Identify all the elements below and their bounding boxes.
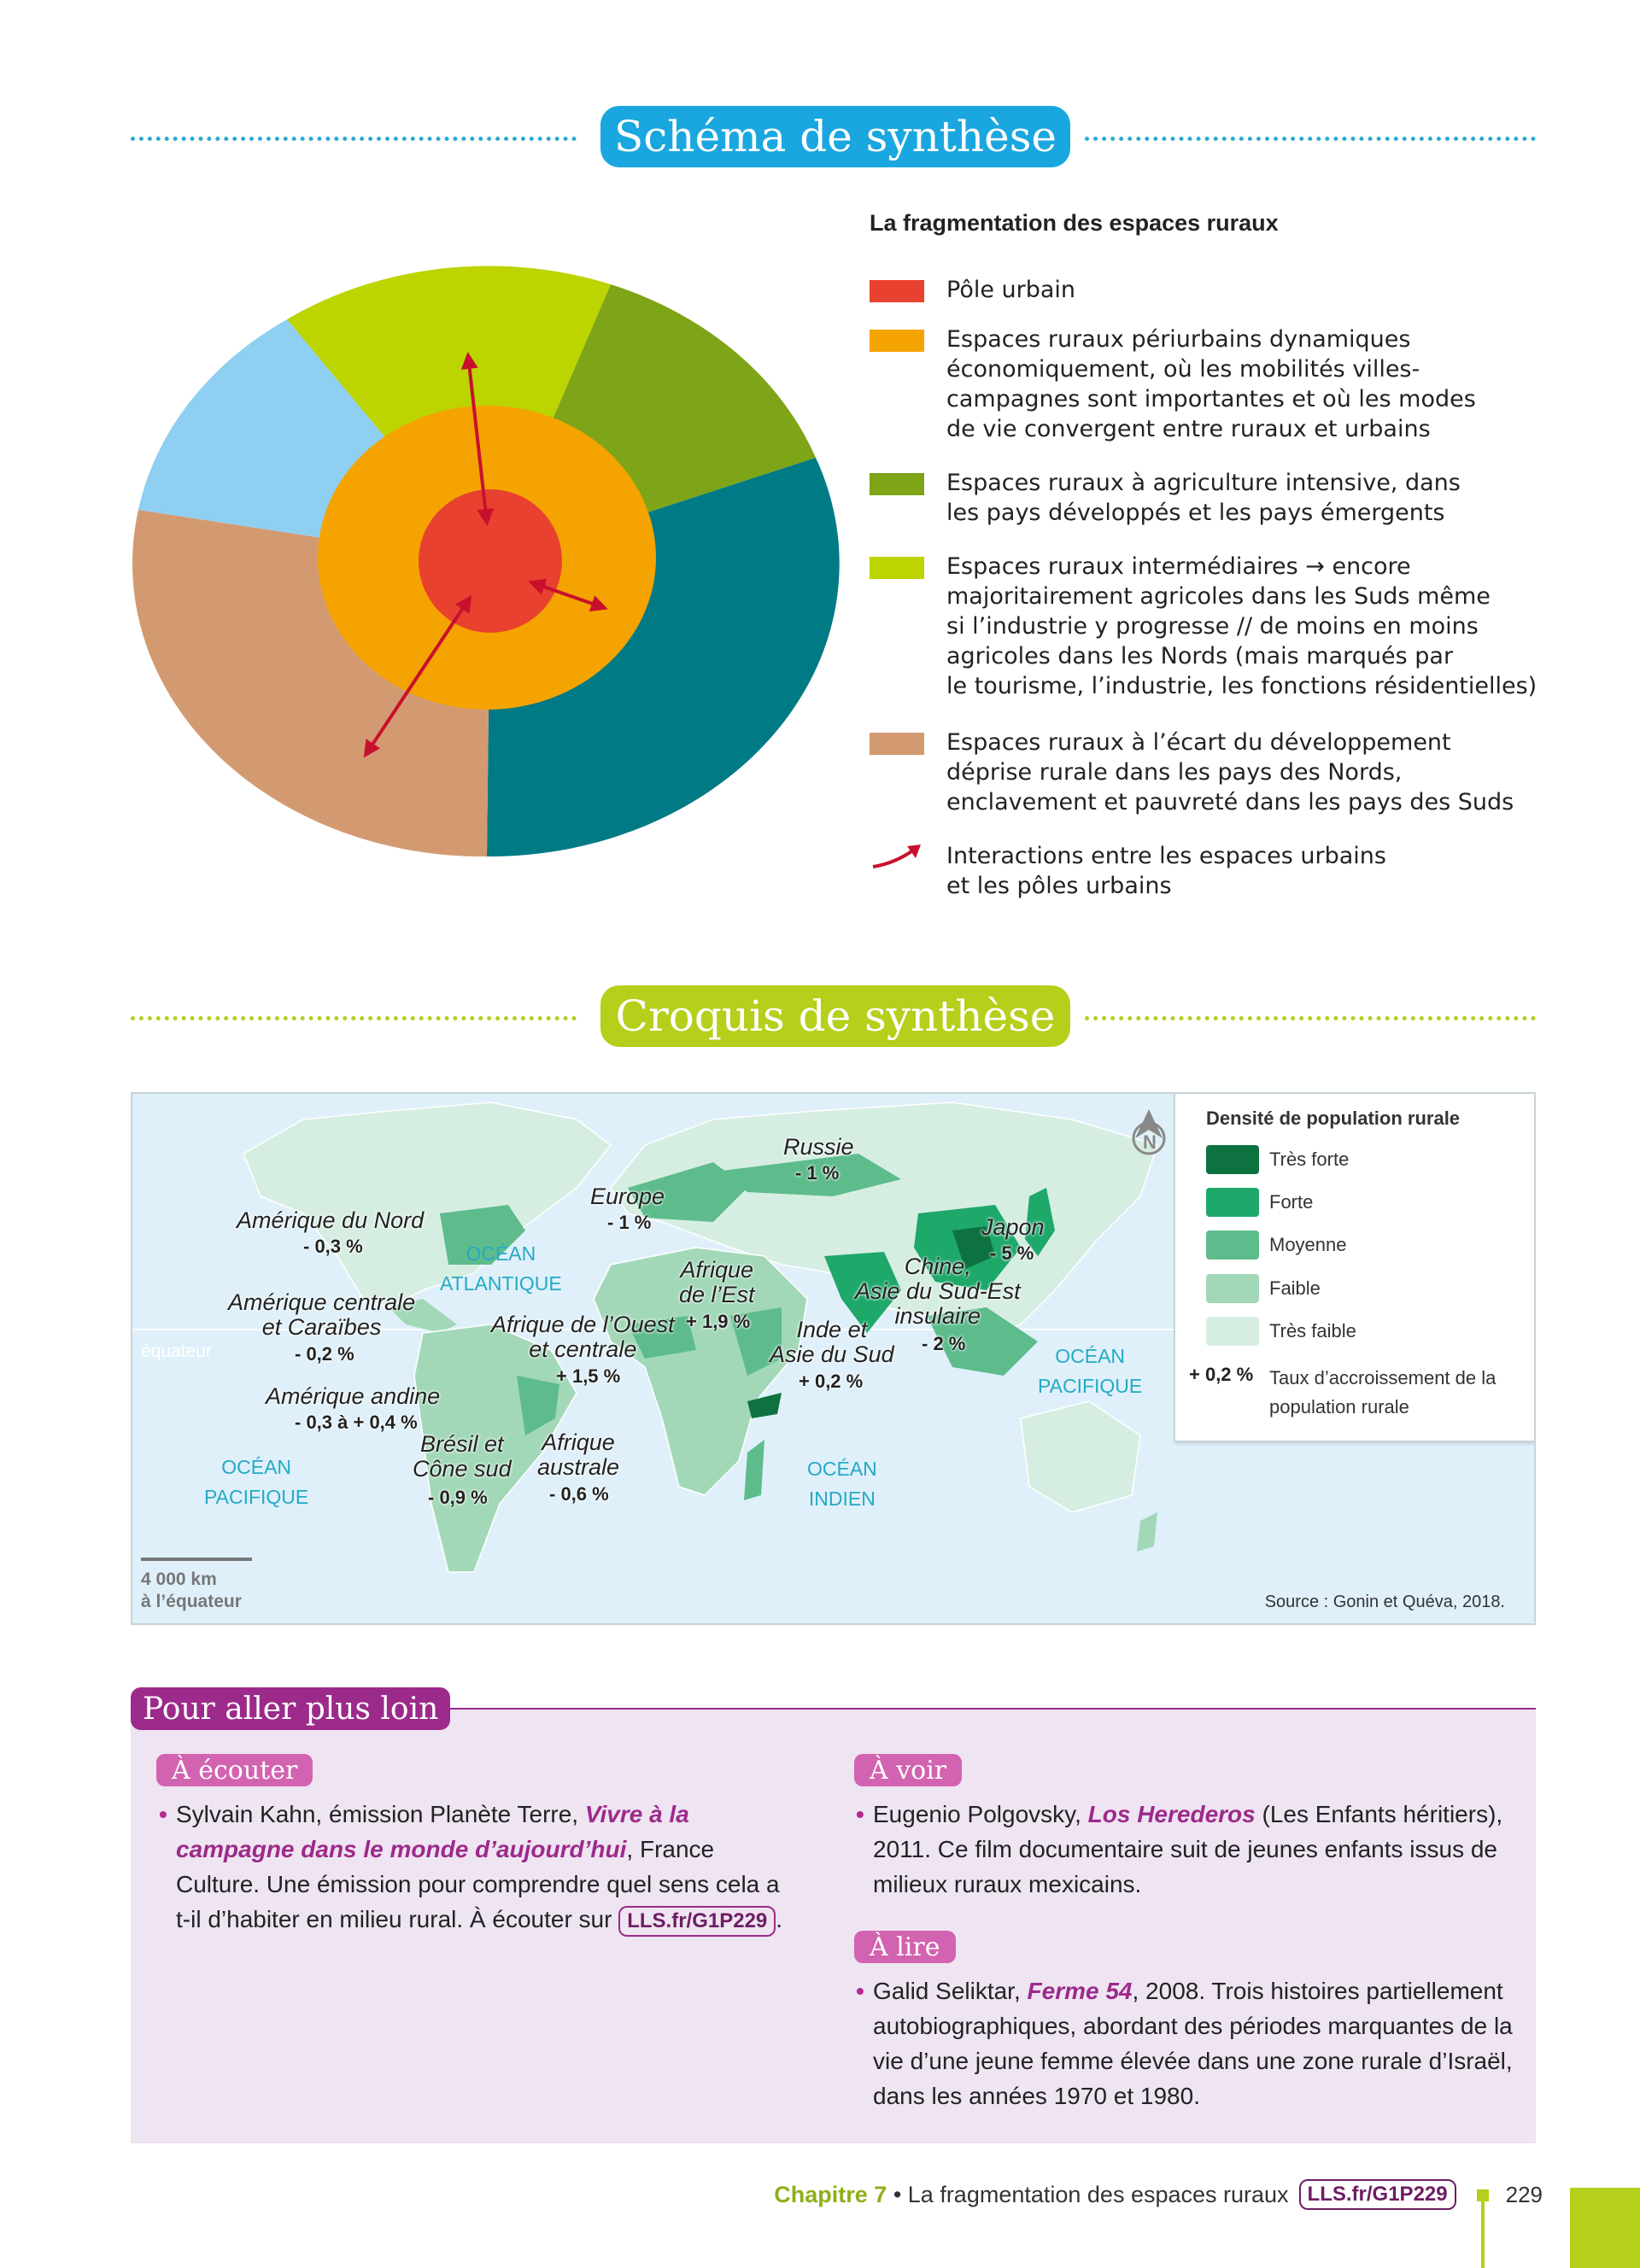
legend-swatch [1206, 1145, 1259, 1174]
schema-title: Schéma de synthèse [600, 106, 1070, 167]
ocean-pacific-west: OCÉAN PACIFIQUE [204, 1456, 309, 1508]
footer-separator: • [887, 2181, 908, 2207]
region-brazil: Brésil et Cône sud [413, 1431, 512, 1482]
croquis-title: Croquis de synthèse [600, 985, 1070, 1047]
equator-label: équateur [141, 1342, 212, 1361]
legend-label: Pôle urbain [946, 277, 1076, 303]
region-europe: Europe [590, 1184, 665, 1209]
section-divider-right [1085, 1016, 1536, 1020]
watch-author: Eugenio Polgovsky, [873, 1801, 1088, 1827]
compass-label: N [1143, 1131, 1157, 1153]
legend-item-interactions [870, 841, 1544, 901]
scale-label: 4 000 km à l’équateur [141, 1569, 242, 1611]
legend-label: Très faible [1269, 1320, 1356, 1342]
density-very-high [1206, 1145, 1349, 1174]
footer-marker [1477, 2189, 1489, 2201]
region-north-america: Amérique du Nord [237, 1207, 425, 1233]
region-andean-america: Amérique andine [266, 1383, 441, 1409]
landmass-madagascar [744, 1440, 764, 1500]
rate-legend-label: Taux d’accroissement de la population rurale [1269, 1367, 1496, 1418]
legend-swatch [870, 473, 924, 495]
region-south-asia: Inde et Asie du Sud [770, 1317, 894, 1367]
map-source: Source : Gonin et Quéva, 2018. [1264, 1593, 1505, 1611]
legend-swatch [1206, 1317, 1259, 1346]
legend-label: Moyenne [1269, 1234, 1347, 1255]
legend-label: Espaces ruraux à agriculture intensive, dans les pays développés et les pays émergents [946, 470, 1461, 526]
section-divider-left [131, 1016, 577, 1020]
watch-heading: À voir [854, 1754, 962, 1786]
page-corner-block [1570, 2188, 1640, 2268]
listen-entry [159, 1797, 800, 1937]
interaction-arrow-icon [870, 843, 924, 870]
density-high [1206, 1188, 1313, 1217]
density-low [1206, 1274, 1321, 1303]
world-map [131, 1092, 1536, 1625]
further-reading-title: Pour aller plus loin [131, 1687, 450, 1730]
rate-central-america: - 0,2 % [295, 1343, 354, 1365]
rate-japan: - 5 % [990, 1242, 1034, 1264]
landmass-australia [1021, 1401, 1140, 1512]
listen-link[interactable]: LLS.fr/G1P229 [618, 1906, 776, 1937]
legend-item-intensive [870, 468, 1544, 528]
page-number: 229 [1505, 2181, 1543, 2207]
listen-author: Sylvain Kahn, émission Planète Terre, [176, 1801, 585, 1827]
legend-swatch [870, 280, 924, 302]
schema-legend-title: La fragmentation des espaces ruraux [870, 210, 1279, 236]
legend-swatch [1206, 1188, 1259, 1217]
rate-russia: - 1 % [795, 1162, 840, 1184]
legend-swatch [870, 733, 924, 755]
listen-work: Vivre à la campagne dans le monde d’aujourd’hui [176, 1801, 689, 1862]
read-author: Galid Seliktar, [873, 1978, 1028, 2004]
bullet-icon: • [856, 1978, 864, 2004]
read-heading: À lire [854, 1931, 956, 1963]
region-japan: Japon [981, 1214, 1045, 1240]
legend-swatch [1206, 1230, 1259, 1260]
ocean-pacific-east: OCÉAN PACIFIQUE [1038, 1345, 1143, 1397]
legend-swatch [870, 330, 924, 352]
rate-north-america: - 0,3 % [303, 1236, 363, 1257]
legend-label: Forte [1269, 1191, 1314, 1213]
rate-south-asia: + 0,2 % [799, 1371, 864, 1392]
region-central-america: Amérique centrale et Caraïbes [228, 1289, 416, 1340]
rate-china-southeast-asia: - 2 % [922, 1333, 966, 1354]
rate-southern-africa: - 0,6 % [549, 1483, 609, 1505]
watch-work: Los Herederos [1087, 1801, 1256, 1827]
ocean-atlantic: OCÉAN ATLANTIQUE [440, 1242, 562, 1295]
region-china-southeast-asia: Chine, Asie du Sud-Est insulaire [855, 1254, 1021, 1329]
rate-europe: - 1 % [607, 1212, 652, 1233]
region-russia: Russie [783, 1134, 854, 1160]
legend-label: Espaces ruraux périurbains dynamiques économiquement, où les mobilités villes- campagnes sont importantes et où les modes de vie convergent entre ruraux et urbains [946, 326, 1476, 442]
read-work: Ferme 54 [1027, 1978, 1133, 2004]
density-medium [1206, 1230, 1347, 1260]
legend-label: Interactions entre les espaces urbains et les pôles urbains [946, 843, 1386, 899]
further-reading-rule [444, 1708, 1536, 1710]
rate-brazil: - 0,9 % [428, 1487, 488, 1508]
watch-description: (Les Enfants héritiers), 2011. Ce film documentaire suit de jeunes enfants issus de milieux ruraux mexicains. [873, 1801, 1503, 1897]
legend-swatch [870, 557, 924, 579]
read-description: , 2008. Trois histoires partiellement autobiographiques, abordant des périodes marquantes de la vie d’une jeune femme élevée dans une zone rurale d’Israël, dans les années 1970 et 1980. [873, 1978, 1513, 2109]
map-legend-title: Densité de population rurale [1206, 1108, 1461, 1129]
page-footer [774, 2179, 1543, 2210]
map-legend [1174, 1094, 1534, 1442]
legend-label: Très forte [1269, 1149, 1350, 1170]
legend-item-periurban [870, 324, 1544, 444]
listen-end: . [776, 1906, 783, 1932]
legend-item-marginal [870, 728, 1544, 817]
region-west-africa: Afrique de l’Ouest et centrale [491, 1312, 675, 1362]
watch-entry [856, 1797, 1515, 1902]
rate-east-africa: + 1,9 % [686, 1311, 751, 1332]
rate-sample: + 0,2 % [1189, 1364, 1254, 1385]
read-entry [856, 1973, 1515, 2113]
urban-pole [419, 489, 562, 633]
listen-heading: À écouter [156, 1754, 313, 1786]
footer-link[interactable]: LLS.fr/G1P229 [1299, 2179, 1456, 2210]
region-east-africa: Afrique de l’Est [679, 1257, 755, 1307]
legend-swatch [1206, 1274, 1259, 1303]
rate-west-africa: + 1,5 % [556, 1365, 621, 1387]
footer-chapter: Chapitre 7 [774, 2181, 887, 2207]
bullet-icon: • [159, 1801, 167, 1827]
ocean-indian: OCÉAN INDIEN [807, 1458, 877, 1510]
region-southern-africa: Afrique australe [537, 1429, 620, 1480]
listen-description: , France Culture. Une émission pour comprendre quel sens cela a t-il d’habiter en milieu rural. À écouter sur [176, 1836, 780, 1932]
footer-title: La fragmentation des espaces ruraux [907, 2181, 1289, 2207]
legend-item-urban-pole [870, 275, 1544, 305]
legend-item-intermediate [870, 552, 1544, 701]
legend-label: Espaces ruraux intermédiaires → encore majoritairement agricoles dans les Suds même si l’industrie y progresse // de moins en moins agricoles dans les Nords (mais marqués par le tourisme, l’industrie, les fonctions résidentielles) [946, 553, 1538, 699]
legend-label: Faible [1269, 1277, 1321, 1299]
legend-label: Espaces ruraux à l’écart du développement déprise rurale dans les pays des Nords, enclavement et pauvreté dans les pays des Suds [946, 729, 1514, 815]
landmass-new-zealand [1137, 1512, 1157, 1552]
footer-rule [1481, 2201, 1485, 2268]
rate-andean-america: - 0,3 à + 0,4 % [295, 1412, 418, 1433]
density-very-low [1206, 1317, 1356, 1346]
bullet-icon: • [856, 1801, 864, 1827]
